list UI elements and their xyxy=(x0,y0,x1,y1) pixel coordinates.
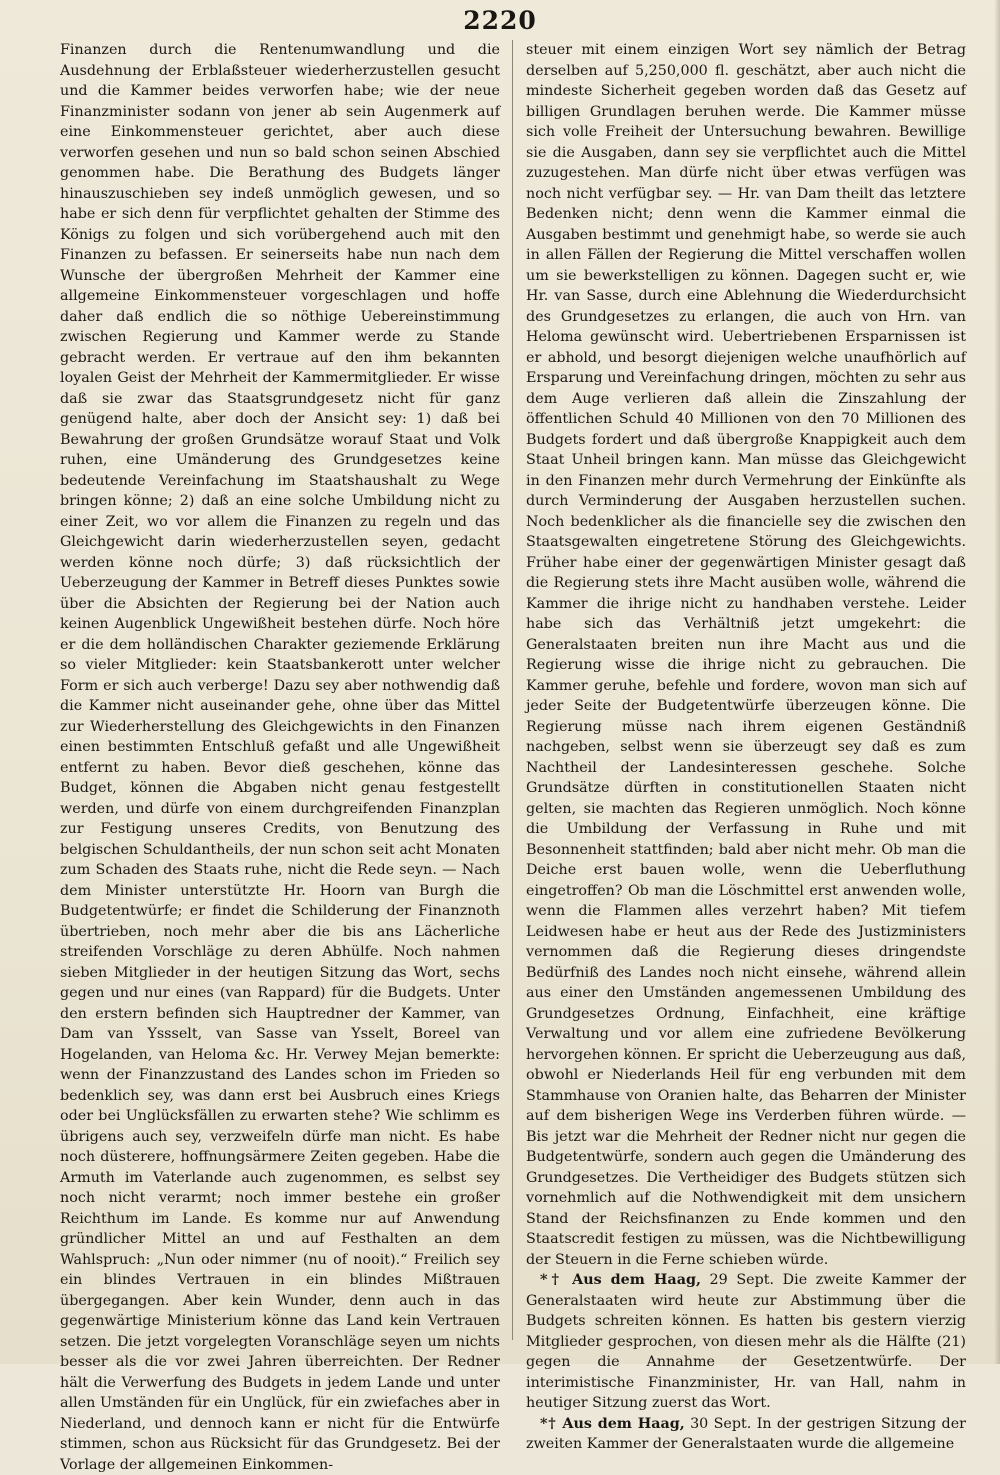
dateline-place: *† Aus dem Haag, xyxy=(540,1415,685,1432)
news-item-text: Die zweite Kammer der Generalstaaten wird heute zur Abstimmung über die Budgets schreiten können. Es hatten bis gestern vierzig Mitglieder gesprochen, von diesen mehr als die Hälfte (21) gegen die Annahme der Gesetzentwürfe. Der interimistische Finanzminister, Hr. van Hall, nahm in heutiger Sitzung zuerst das Wort. xyxy=(526,1272,967,1411)
left-column xyxy=(60,40,500,1473)
dateline-date: 30 Sept. xyxy=(690,1415,752,1432)
column-divider xyxy=(512,40,513,1340)
news-item xyxy=(526,1270,966,1414)
news-item-text: In der gestrigen Sitzung der zweiten Kammer der Generalstaaten wurde die allgemeine xyxy=(526,1415,966,1452)
dateline-place: *† Aus dem Haag, xyxy=(540,1272,701,1288)
article-paragraph: Finanzen durch die Rentenumwandlung und die Ausdehnung der Erblaßsteuer wiederherzustellen gesucht und die Kammer beides verworfen habe; wie der neue Finanzminister sodann von jener ab sein Augenmerk auf eine Einkommensteuer gerichtet, aber auch diese verworfen gesehen und nun so bald schon seinen Abschied genommen habe. Die Berathung des Budgets länger hinauszuschieben sey indeß unmöglich gewesen, und so habe er sich denn für verpflichtet gehalten der Stimme des Königs zu folgen und sich vorübergehend auch mit den Finanzen zu befassen. Er seinerseits habe nun nach dem Wunsche der übergroßen Mehrheit der Kammer eine allgemeine Einkommensteuer vorgeschlagen und hoffe daher daß endlich die so nöthige Uebereinstimmung zwischen Regierung und Kammer werde zu Stande gebracht werden. Er vertraue auf den ihm bekannten loyalen Geist der Mehrheit der Kammermitglieder. Er wisse daß sie zwar das Staatsgrundgesetz nicht für ganz genügend halte, aber doch der Ansicht sey: 1) daß bei Bewahrung der großen Grundsätze worauf Staat und Volk ruhen, eine Umänderung des Grundgesetzes keine bedeutende Vereinfachung im Staatshaushalt zu Wege bringen könne; 2) daß an eine solche Umbildung nicht zu einer Zeit, wo vor allem die Finanzen zu regeln und das Gleichgewicht darin wiederherzustellen seyen, gedacht werden könne noch dürfe; 3) daß rücksichtlich der Ueberzeugung der Kammer in Betreff dieses Punktes sowie über die Absichten der Regierung bei der Nation auch keinen Augenblick Ungewißheit bestehen dürfe. Noch höre er die dem holländischen Charakter geziemende Erklärung so vieler Mitglieder: kein Staatsbankerott unter welcher Form er sich auch verberge! Dazu sey aber nothwendig daß die Kammer nicht auseinander gehe, ohne über das Mittel zur Wiederherstellung des Gleichgewichts in den Finanzen einen bestimmten Entschluß gefaßt und alle Ungewißheit entfernt zu haben. Bevor dieß geschehen, könne das Budget, können die Abgaben nicht genau festgestellt werden, und dürfe von einem durchgreifenden Finanzplan zur Festigung unseres Credits, von Benutzung des belgischen Schuldantheils, der nun schon seit acht Monaten zum Schaden des Staats ruhe, nicht die Rede seyn. — Nach dem Minister unterstützte Hr. Hoorn van Burgh die Budgetentwürfe; er findet die Schilderung der Finanznoth übertrieben, noch mehr aber die bis ans Lächerliche streifenden Vorschläge zu deren Abhülfe. Noch nahmen sieben Mitglieder in der heutigen Sitzung das Wort, sechs gegen und nur eines (van Rappard) für die Budgets. Unter den erstern befinden sich Hauptredner der Kammer, van Dam van Yssselt, van Sasse van Ysselt, Boreel van Hogelanden, van Heloma &c. Hr. Verwey Mejan bemerkte: wenn der Finanzzustand des Landes schon im Frieden so bedenklich sey, was dann erst bei Ausbruch eines Kriegs oder bei Unglücksfällen zu erwarten stehe? Wie schlimm es übrigens auch sey, verzweifeln dürfe man nicht. Es habe noch düsterere, hoffnungsärmere Zeiten gegeben. Habe die Armuth im Vaterlande auch zugenommen, es selbst sey noch nicht verarmt; noch immer bestehe ein großer Reichthum im Lande. Es komme nur auf Anwendung gründlicher Mittel an und auf Festhalten an dem Wahlspruch: „Nun oder nimmer (nu of nooit).“ Freilich sey ein blindes Vertrauen in ein blindes Mißtrauen übergegangen. Aber kein Wunder, denn auch in das gegenwärtige Ministerium könne das Land kein Vertrauen setzen. Die jetzt vorgelegten Voranschläge seyen um nichts besser als die vor zwei Jahren überreichten. Der Redner hält die Verwerfung des Budgets in jedem Lande und unter allen Umständen für ein Unglück, für ein zwiefaches aber in Niederland, und dennoch kann er nicht für die Entwürfe stimmen, schon aus Rücksicht für das Grundgesetz. Bei der Vorlage der allgemeinen Einkommen- xyxy=(60,42,500,1473)
news-item xyxy=(526,1414,966,1455)
article-paragraph: steuer mit einem einzigen Wort sey nämlich der Betrag derselben auf 5,250,000 fl. geschätzt, aber auch nicht die mindeste Sicherheit gegeben worden daß das Gesetz auf billigen Grundlagen beruhen werde. Die Kammer müsse sich volle Freiheit der Untersuchung bewahren. Bewillige sie die Ausgaben, dann sey sie verpflichtet auch die Mittel zuzugestehen. Man dürfe nicht über etwas verfügen was noch nicht verfügbar sey. — Hr. van Dam theilt das letztere Bedenken nicht; denn wenn die Kammer einmal die Ausgaben bestimmt und genehmigt habe, so werde sie auch in allen Fällen der Regierung die Mittel verschaffen wollen um sie bewerkstelligen zu können. Dagegen sucht er, wie Hr. van Sasse, durch eine Ablehnung die Wiederdurchsicht des Grundgesetzes zu erlangen, die auch von Hrn. van Heloma gewünscht wird. Uebertriebenen Ersparnissen ist er abhold, und besorgt diejenigen welche unaufhörlich auf Ersparung und Vereinfachung dringen, möchten zu sehr aus dem Auge verlieren daß allein die Zinszahlung der öffentlichen Schuld 40 Millionen von den 70 Millionen des Budgets fordert und daß übergroße Knappigkeit auch dem Staat Unheil bringen kann. Man müsse das Gleichgewicht in den Finanzen mehr durch Vermehrung der Einkünfte als durch Verminderung der Ausgaben herzustellen suchen. Noch bedenklicher als die financielle sey die zwischen den Staatsgewalten eingetretene Störung des Gleichgewichts. Früher habe einer der gegenwärtigen Minister gesagt daß die Regierung stets ihre Macht ausüben wolle, während die Kammer die ihrige nicht zu handhaben verstehe. Leider habe sich das Verhältniß jetzt umgekehrt: die Generalstaaten breiten nun ihre Macht aus und die Regierung wisse die ihrige nicht zu gebrauchen. Die Kammer geruhe, befehle und fordere, wovon man sich auf jeder Seite der Budgetentwürfe überzeugen könne. Die Regierung müsse nach ihrem eigenen Geständniß nachgeben, selbst wenn sie überzeugt sey daß es zum Nachtheil der Landesinteressen geschehe. Solche Grundsätze dürften in constitutionellen Staaten nicht gelten, sie machten das Regieren unmöglich. Noch könne die Umbildung der Verfassung in Ruhe und mit Besonnenheit stattfinden; bald aber nicht mehr. Ob man die Deiche erst bauen wolle, wenn die Ueberfluthung eingetroffen? Ob man die Löschmittel erst anwenden wolle, wenn die Flammen alles verzehrt haben? Mit tiefem Leidwesen habe er heut aus der Rede des Justizministers vernommen daß die Regierung dieses dringendste Bedürfniß des Landes noch nicht einsehe, während allein aus einer den Umständen angemessenen Umbildung des Grundgesetzes Ordnung, Einfachheit, eine kräftige Verwaltung und vor allem eine zufriedene Bevölkerung hervorgehen können. Er spricht die Ueberzeugung aus daß, obwohl er Niederlands Heil für eng verbunden mit dem Stammhause von Oranien halte, das Beharren der Minister auf dem bisherigen Wege ins Verderben führen würde. — Bis jetzt war die Mehrheit der Redner nicht nur gegen die Budgetentwürfe, sondern auch gegen die Umänderung des Grundgesetzes. Die Vertheidiger des Budgets stützen sich vornehmlich auf die Nothwendigkeit mit dem unsichern Stand der Reichsfinanzen zu Ende kommen und den Staatscredit festigen zu müssen, was die Nichtbewilligung der Steuern in die Ferne schieben würde. xyxy=(526,42,966,1268)
page-edge-shadow xyxy=(994,0,1000,1364)
dateline-date: 29 Sept. xyxy=(709,1272,775,1288)
page-number: 2220 xyxy=(463,6,537,35)
right-column xyxy=(526,40,967,1452)
